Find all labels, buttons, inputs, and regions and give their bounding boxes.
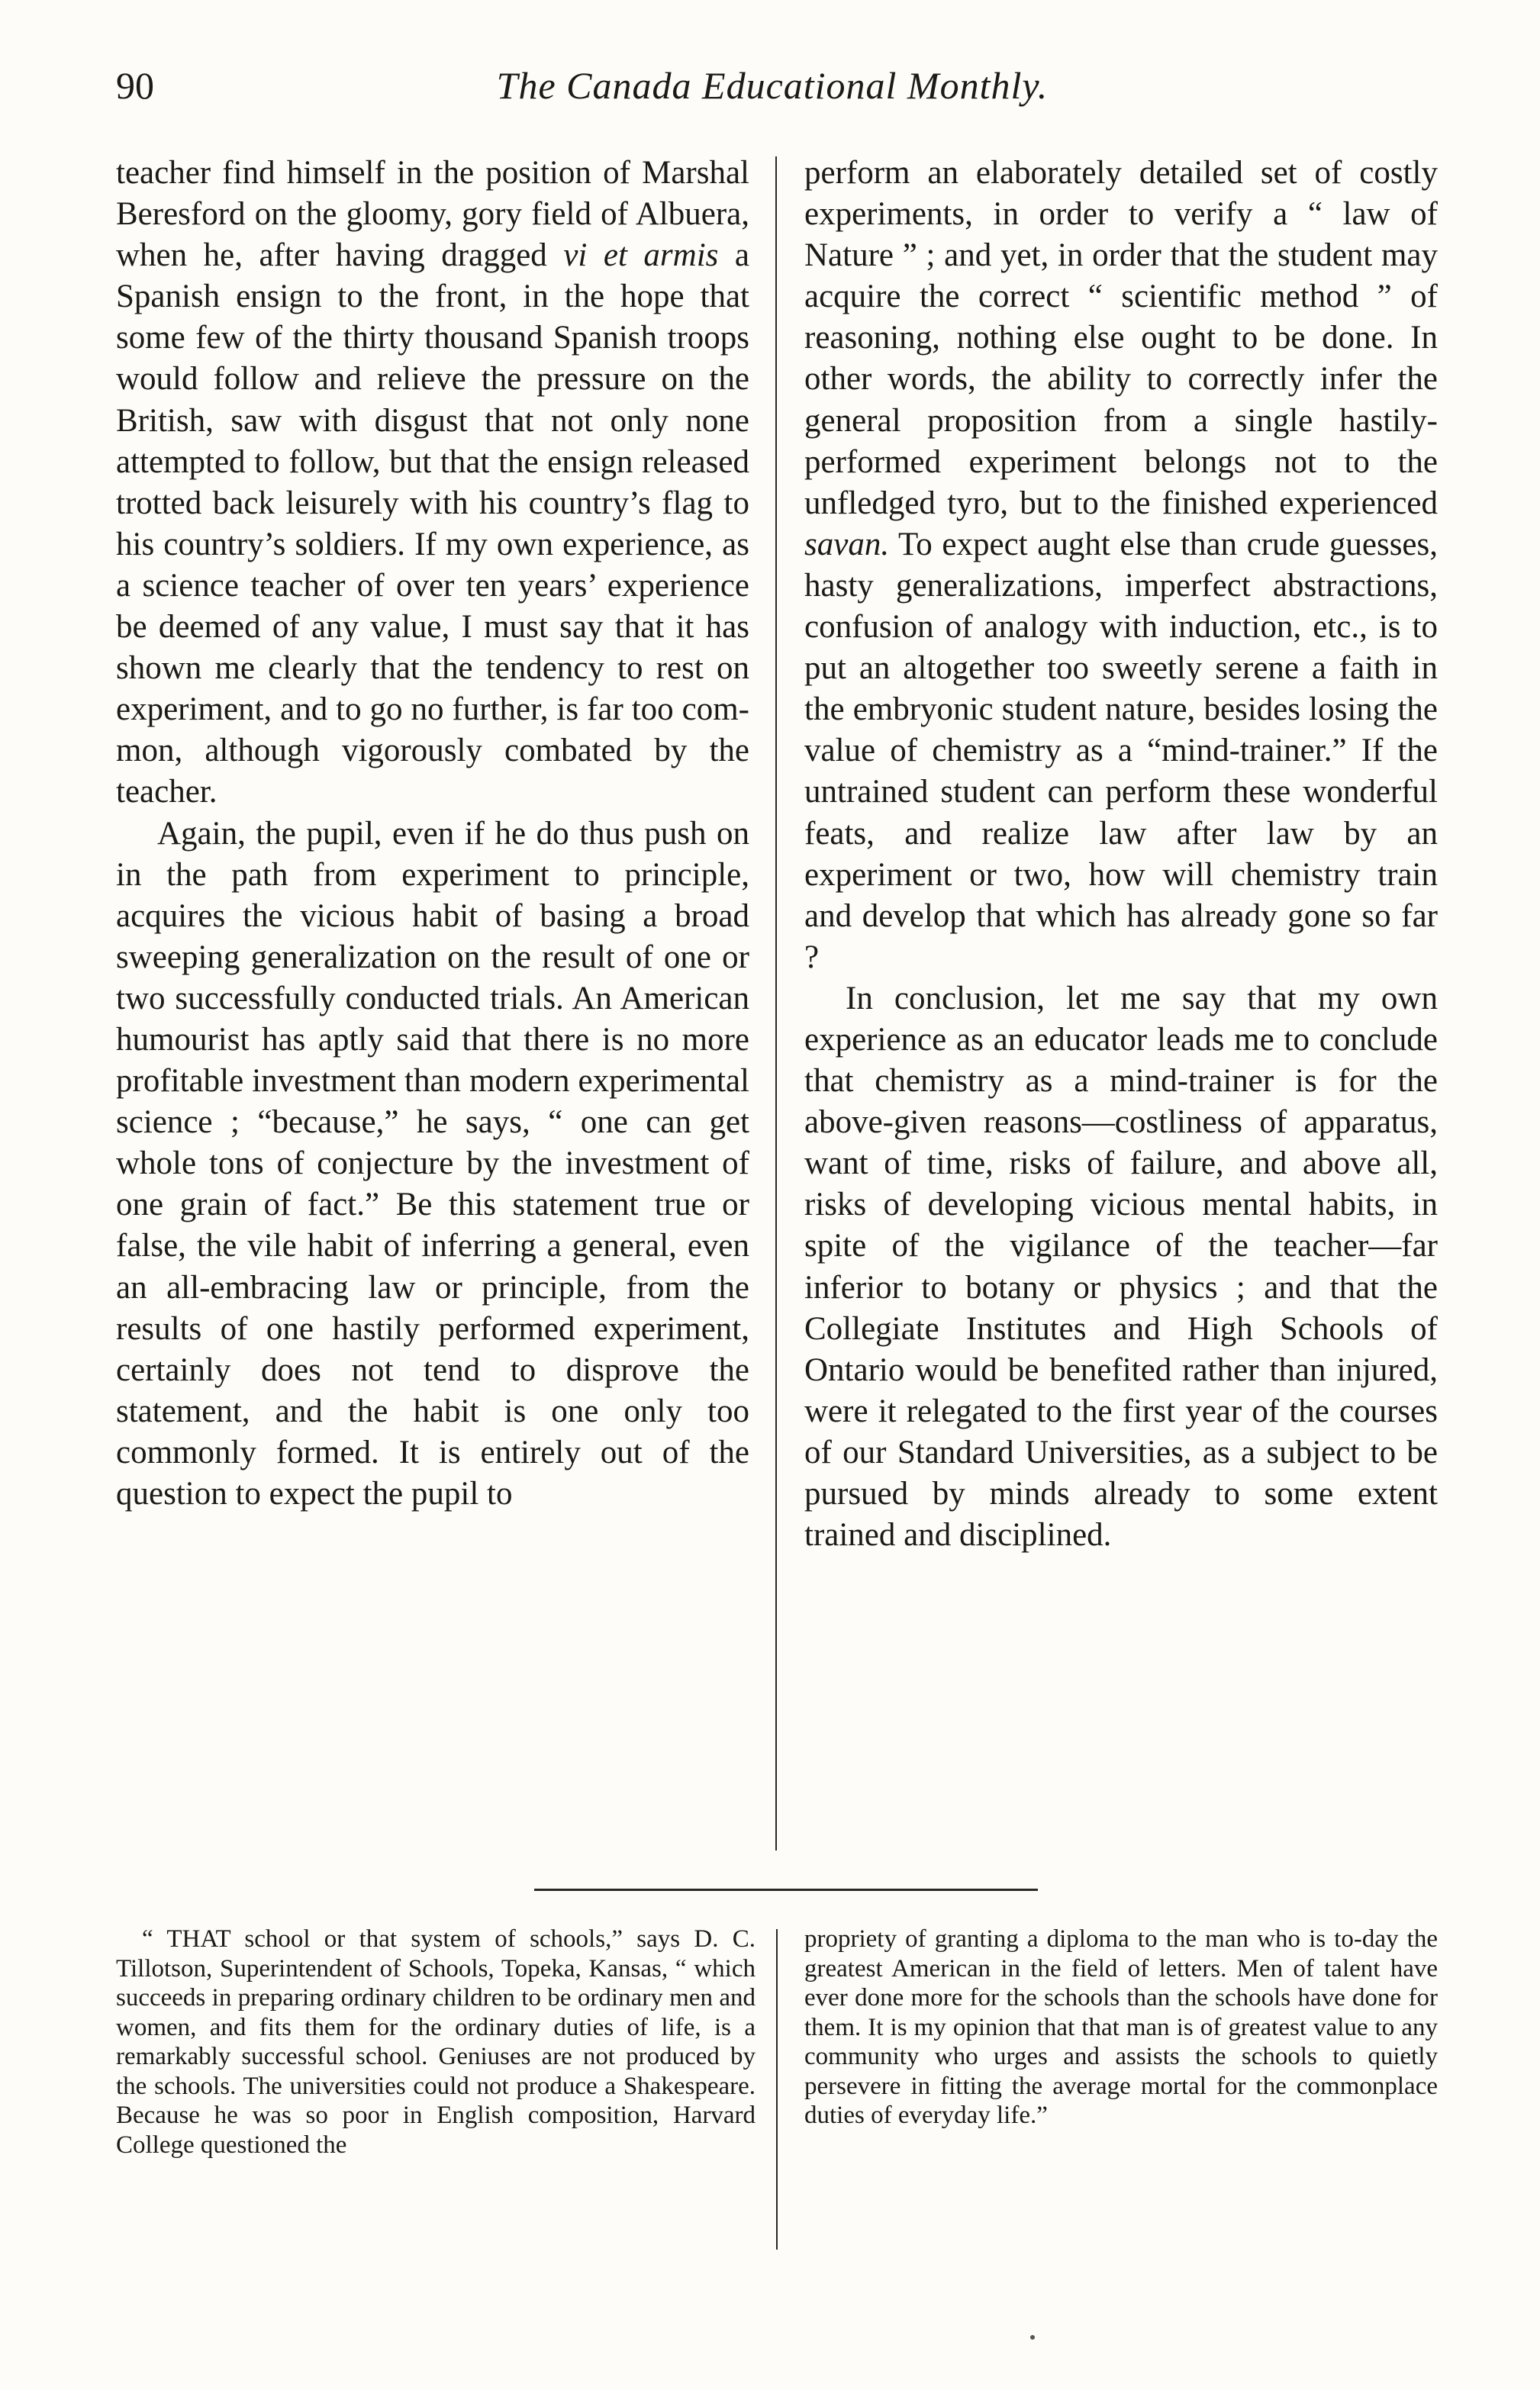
right-column [804,153,1438,1556]
right-paragraph-1-text-a: perform an elaborately detailed set of costly experiments, in order to verify a “ law of Nature ” ; and yet, in order that the student may acquire the correct “ scientific method ” of reasoning, nothing else ought to be done. In other words, the ability to correctly infer the general proposition from a single hastily-performed experiment belongs not to the unfledged tyro, but to the finished experienced [804,155,1438,521]
right-paragraph-2: In conclusion, let me say that my own experience as an educator leads me to conclude that chemistry as a mind-trainer is for the above-given reasons—costliness of apparatus, want of time, risks of failure, and above all, risks of developing vicious mental habits, in spite of the vigilance of the teacher—far inferior to botany or physics ; and that the Collegiate Institutes and High Schools of Ontario would be benefited rather than injured, were it relegated to the first year of the courses of our Standard Universities, as a subject to be pursued by minds already to some extent trained and disciplined. [804,980,1438,1554]
left-column [116,153,749,1515]
left-paragraph-1-text-b: a Spanish ensign to the front, in the hope that some few of the thirty thousand Spanish troops would follow and relieve the pressure on the British, saw with disgust that not only none attempted to follow, but that the ensign released trotted back leisurely with his country’s flag to his country’s soldiers. If my own experience, as a science teacher of over ten years’ experience be deemed of any value, I must say that it has shown me clearly that the tendency to rest on experiment, and to go no further, is far too common, although vigorously combated by the teacher. [116,237,749,810]
footnote-column-divider [776,1929,778,2250]
footnote-left-text: “ THAT school or that system of schools,” says D. C. Tillotson, Superintendent of Schools, Topeka, Kansas, “ which succeeds in preparing ordinary children to be ordinary men and women, and fits them for the ordinary duties of life, is a remarkably successful school. Geniuses are not produced by the schools. The universities could not produce a Shakespeare. Because he was so poor in English composition, Harvard College questioned the [116,1925,756,2159]
left-paragraph-2: Again, the pupil, even if he do thus push on in the path from experiment to principle, acquires the vicious habit of basing a broad sweeping generalization on the result of one or two successfully conducted trials. An American humourist has aptly said that there is no more profitable investment than modern experimental science ; “because,” he says, “ one can get whole tons of conjecture by the investment of one grain of fact.” Be this statement true or false, the vile habit of inferring a general, even an all-embracing law or principle, from the results of one hastily performed experiment, certainly does not tend to disprove the statement, and the habit is one only too commonly formed. It is entirely out of the question to expect the pupil to [116,815,749,1512]
page-number: 90 [116,64,154,107]
footnote-right-text: propriety of granting a diploma to the man who is to-day the greatest American in the field of letters. Men of talent have ever done more for the schools than the schools have done for them. It is my opinion that that man is of greatest value to any community who urges and assists the schools to quietly persevere in fitting the average mortal for the commonplace duties of everyday life.” [804,1925,1438,2129]
left-paragraph-1-italic: vi et armis [563,237,719,274]
right-paragraph-1 [804,153,1438,978]
footnote-right-column [804,1925,1438,2131]
right-paragraph-1-italic: savan. [804,526,890,562]
page-header [116,63,1429,124]
left-paragraph-1-text-a: teacher find himself in the position of Marshal Beresford on the gloomy, gory field of Albuera, when he, after having dragged [116,155,749,274]
footnote-left-column [116,1925,756,2160]
running-title: The Canada Educational Monthly. [496,64,1049,107]
print-speck [1030,2335,1035,2340]
section-separator [534,1889,1038,1891]
left-paragraph-1 [116,153,749,813]
right-paragraph-1-text-b: To expect aught else than crude guesses, hasty generalizations, imperfect abstractions, confusion of analogy with induction, etc., is to put an altogether too sweetly serene a faith in the embryonic student nature, besides losing the value of chemistry as a “mind-trainer.” If the untrained student can perform these wonderful feats, and realize law after law by an experiment or two, how will chemistry train and develop that which has already gone so far ? [804,526,1438,975]
column-divider [775,156,777,1850]
